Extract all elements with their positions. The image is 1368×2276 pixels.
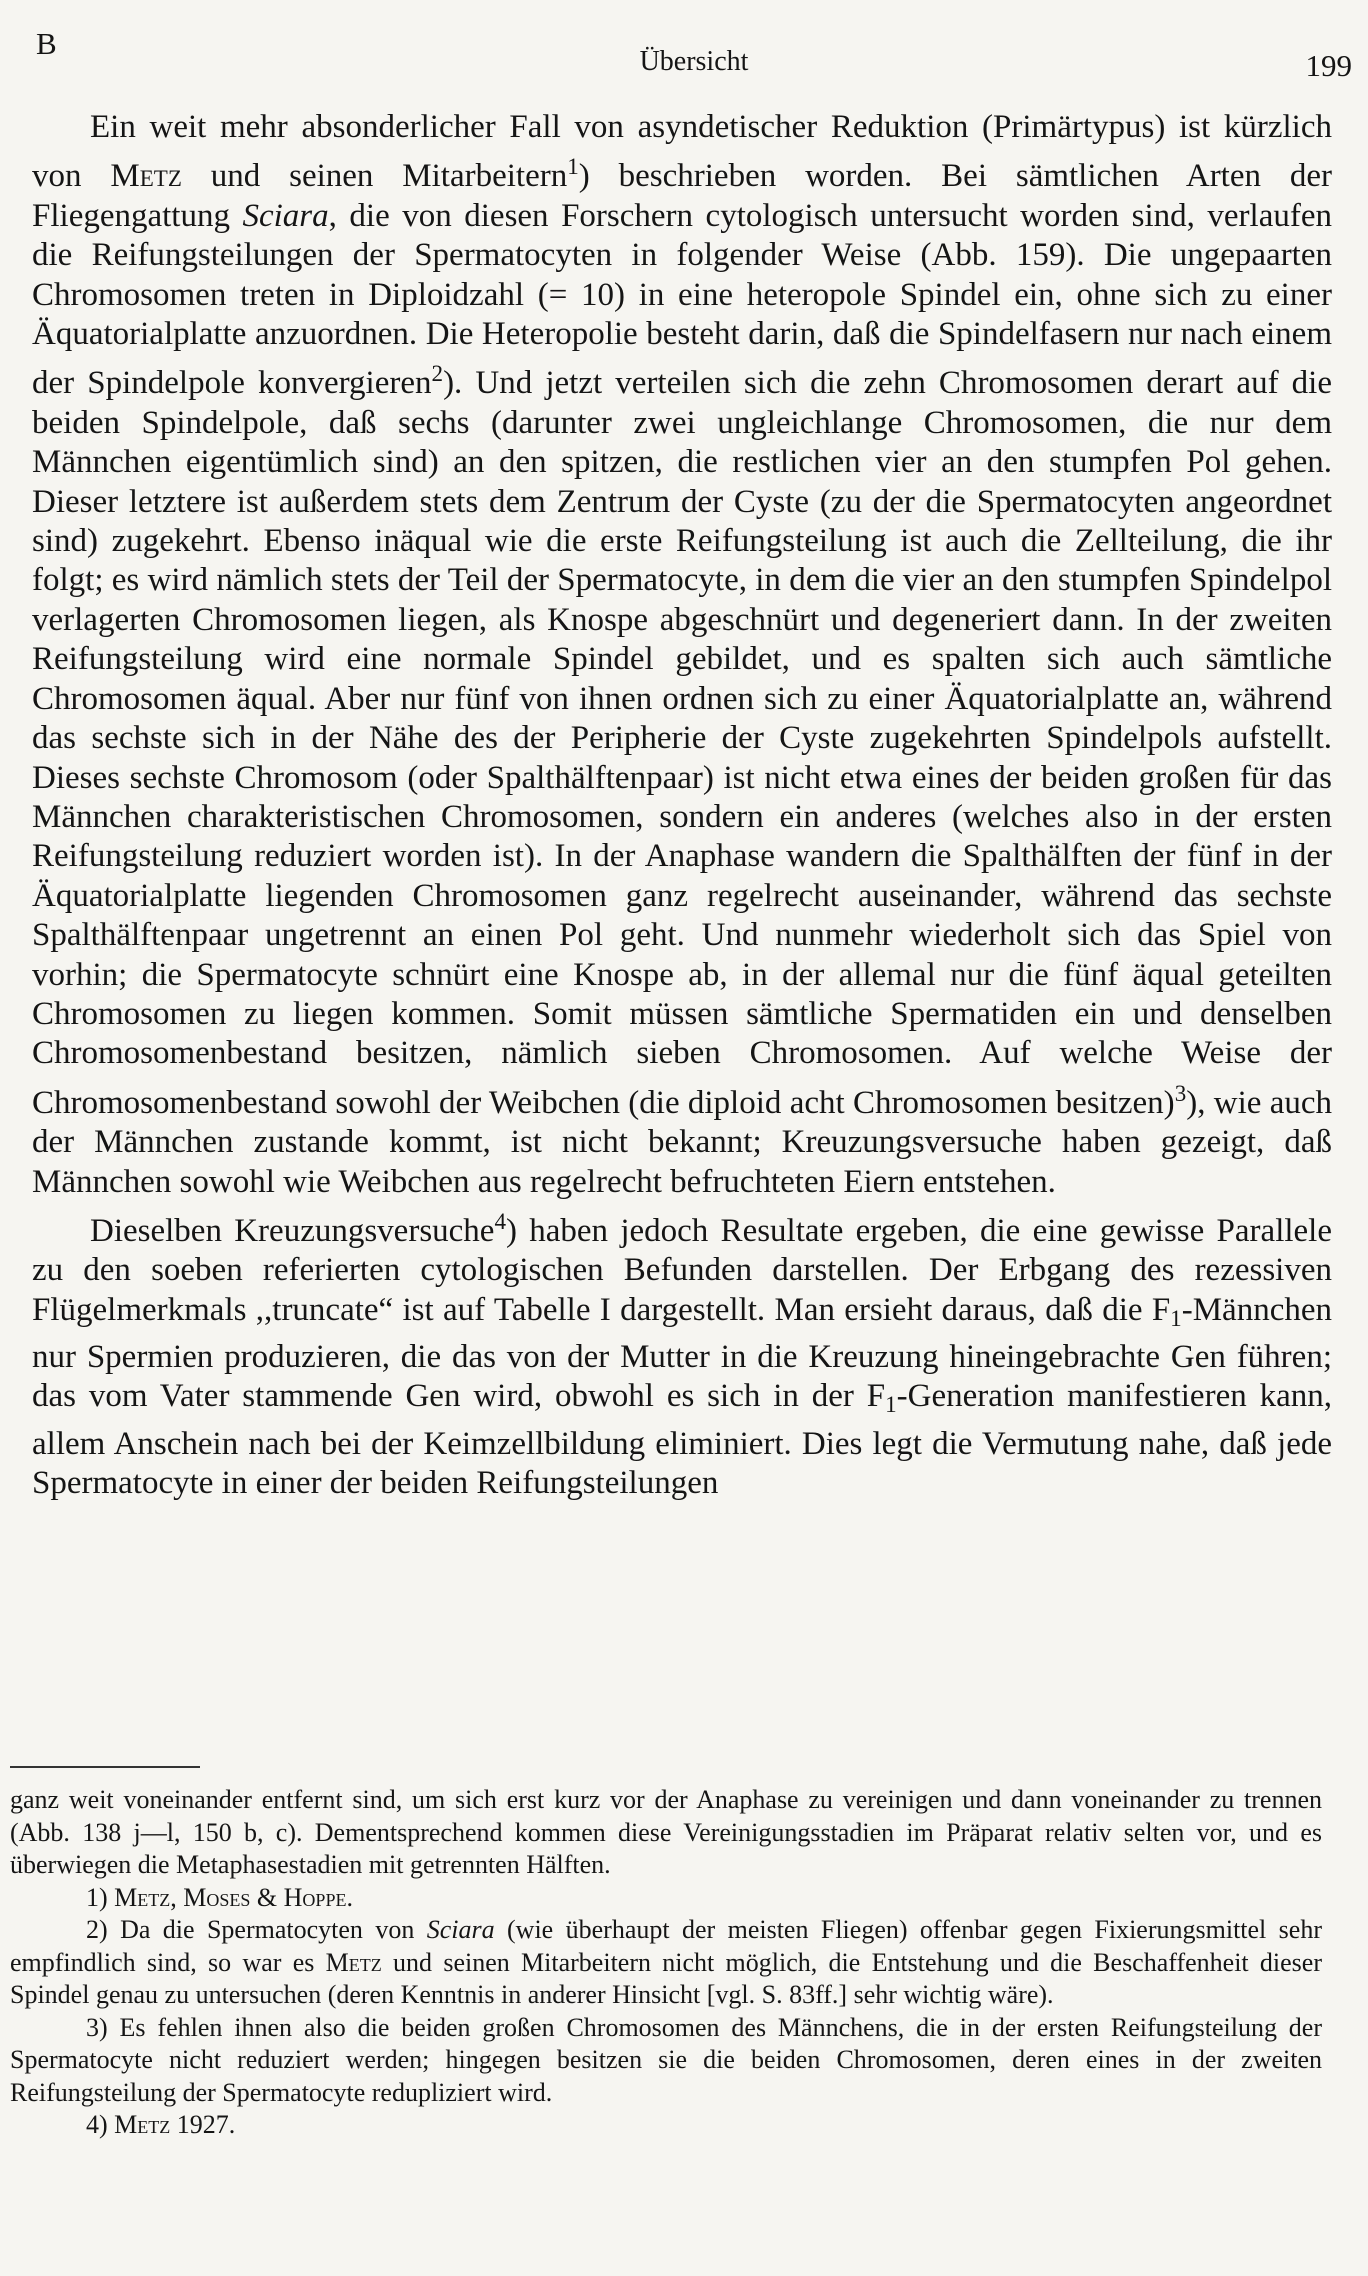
footnote-4 bbox=[10, 2109, 1322, 2142]
footnote-ref-4: 4 bbox=[494, 1207, 506, 1234]
p1-text-3: ) beschrieben worden. Bei sämtlichen Arten der Fliegengattung bbox=[32, 158, 1332, 234]
footnote-1-end: . bbox=[346, 1882, 353, 1912]
p1-text-1: Ein weit mehr absonderlicher Fall von asyndetischer Reduktion (Primärtypus) ist kürzlich von bbox=[32, 109, 1332, 195]
footnotes bbox=[10, 1784, 1322, 2142]
main-text bbox=[32, 108, 1332, 1503]
footnote-3-text: Es fehlen ihnen also die beiden großen Chromosomen des Männchens, die in der ersten Reifungsteilung der Spermatocyte nicht reduziert werden; hingegen besitzen sie die beiden Chromosomen, deren eines in der zweiten Reifungsteilung der Spermatocyte redupliziert wird. bbox=[10, 2012, 1323, 2107]
footnote-4-year: 1927. bbox=[176, 2110, 236, 2139]
footnote-2 bbox=[10, 1914, 1322, 2012]
paragraph-1 bbox=[32, 108, 1332, 1202]
p2-text-3: -Männchen nur Spermien produzieren, die das von der Mutter in die Kreuzung hineingebrachte Gen führen; das vom Vater stammende Gen wird, obwohl es sich in der F bbox=[32, 1291, 1332, 1415]
p1-text-2: und seinen Mitarbeitern bbox=[181, 158, 568, 195]
genus-sciara-fn2: Sciara bbox=[426, 1915, 495, 1944]
footnote-4-number: 4) bbox=[86, 2110, 108, 2139]
subscript-1: 1 bbox=[1170, 1304, 1182, 1331]
footnote-2-text-2: (wie überhaupt der meisten Fliegen) offenbar gegen Fixierungsmittel sehr empfindlich sind, so war es bbox=[10, 1915, 1322, 1977]
footnote-2-number: 2) bbox=[86, 1915, 108, 1944]
footnote-2-text-3: und seinen Mitarbeitern nicht möglich, die Entstehung und die Beschaffenheit dieser Spindel genau zu untersuchen (deren Kenntnis in anderer Hinsicht [vgl. S. 83ff.] sehr wichtig wäre). bbox=[10, 1947, 1322, 2009]
author-metz: Metz bbox=[110, 158, 182, 195]
footnote-1-ampersand: & bbox=[250, 1882, 284, 1912]
footnote-1 bbox=[10, 1882, 1322, 1915]
paragraph-2 bbox=[32, 1202, 1332, 1503]
p1-text-4: , die von diesen Forschern cytologisch untersucht worden sind, verlaufen die Reifungsteilungen der Spermatocyten in folgender Weise (Abb. 159). Die ungepaarten Chromosomen treten in Diploidzahl (= 10) in eine heteropole Spindel ein, ohne sich zu einer Äquatorialplatte anzuordnen. Die Heteropolie besteht darin, daß die Spindelfasern nur nach einem der Spindelpole konvergieren bbox=[32, 197, 1332, 402]
footnote-ref-1: 1 bbox=[567, 153, 579, 180]
author-moses: Moses bbox=[183, 1882, 251, 1912]
p2-text-4: -Generation manifestieren kann, allem Anschein nach bei der Keimzellbildung eliminiert. Dies legt die Vermutung nahe, daß jede Spermatocyte in einer der beiden Reifungsteilungen bbox=[32, 1378, 1332, 1501]
footnote-3 bbox=[10, 2012, 1322, 2110]
p1-text-6: ), wie auch der Männchen zustande kommt, ist nicht bekannt; Kreuzungsversuche haben gezeigt, daß Männchen sowohl wie Weibchen aus regelrecht befruchteten Eiern entstehen. bbox=[32, 1084, 1332, 1200]
p2-text-2: ) haben jedoch Resultate ergeben, die eine gewisse Parallele zu den soeben referierten cytologischen Befunden darstellen. Der Erbgang des rezessiven Flügelmerkmals ,,truncate“ ist auf Tabelle I dargestellt. Man ersieht daraus, daß die F bbox=[32, 1212, 1332, 1328]
running-header bbox=[36, 24, 1352, 84]
footnote-divider bbox=[10, 1766, 200, 1768]
author-hoppe: Hoppe bbox=[283, 1882, 347, 1912]
author-metz-fn4: Metz bbox=[114, 2110, 171, 2139]
p1-text-5: ). Und jetzt verteilen sich die zehn Chromosomen derart auf die beiden Spindelpole, daß sechs (darunter zwei ungleichlange Chromosomen, die nur dem Männchen eigentümlich sind) an den spitzen, die restlichen vier an den stumpfen Pol gehen. Dieser letztere ist außerdem stets dem Zentrum der Cyste (zu der die Spermatocyten angeordnet sind) zugekehrt. Ebenso inäqual wie die erste Reifungsteilung ist auch die Zellteilung, die ihr folgt; es wird nämlich stets der Teil der Spermatocyte, in dem die vier an den stumpfen Spindelpol verlagerten Chromosomen liegen, als Knospe abgeschnürt und degeneriert dann. In der zweiten Reifungsteilung wird eine normale Spindel gebildet, und es spalten sich auch sämtliche Chromosomen äqual. Aber nur fünf von ihnen ordnen sich zu einer Äquatorialplatte an, während das sechste sich in der Nähe des der Peripherie der Cyste zugekehrten Spindelpols aufstellt. Dieses sechste Chromosom (oder Spalthälftenpaar) ist nicht etwa eines der beiden großen für das Männchen charakteristischen Chromosomen, sondern ein anderes (welches also in der ersten Reifungsteilung reduziert worden ist). In der Anaphase wandern die Spalthälften der fünf in der Äquatorialplatte liegenden Chromosomen ganz regelrecht auseinander, während das sechste Spalthälftenpaar ungetrennt an einen Pol geht. Und nunmehr wiederholt sich das Spiel von vorhin; die Spermatocyte schnürt eine Knospe ab, in der allemal nur die fünf äqual geteilten Chromosomen zu liegen kommen. Somit müssen sämtliche Spermatiden ein und denselben Chromosomenbestand besitzen, nämlich sieben Chromosomen. Auf welche Weise der Chromosomenbestand sowohl der Weibchen (die diploid acht Chromosomen besitzen) bbox=[32, 365, 1332, 1121]
author-metz-fn2: Metz bbox=[325, 1947, 382, 1977]
subscript-2: 1 bbox=[885, 1391, 897, 1418]
running-title: Übersicht bbox=[639, 46, 749, 77]
footnote-1-number: 1) bbox=[86, 1882, 108, 1912]
footnote-ref-2: 2 bbox=[431, 360, 444, 387]
signature-mark: B bbox=[36, 26, 57, 61]
p2-text-1: Dieselben Kreuzungsversuche bbox=[90, 1212, 495, 1249]
footnote-3-number: 3) bbox=[86, 2012, 108, 2042]
footnote-ref-3: 3 bbox=[1174, 1079, 1187, 1106]
footnote-continuation: ganz weit voneinander entfernt sind, um sich erst kurz vor der Anaphase zu vereinigen und dann voneinander zu trennen (Abb. 138 j—l, 150 b, c). Dementsprechend kommen diese Vereinigungsstadien im Präparat relativ selten vor, und es überwiegen die Metaphasestadien mit getrennten Hälften. bbox=[10, 1785, 1322, 1879]
footnote-1-separator: , bbox=[170, 1882, 184, 1912]
genus-sciara: Sciara bbox=[242, 197, 329, 234]
footnote-2-text-1: Da die Spermatocyten von bbox=[120, 1915, 427, 1944]
author-metz-fn1: Metz bbox=[114, 1882, 171, 1912]
page-number: 199 bbox=[1305, 48, 1352, 83]
